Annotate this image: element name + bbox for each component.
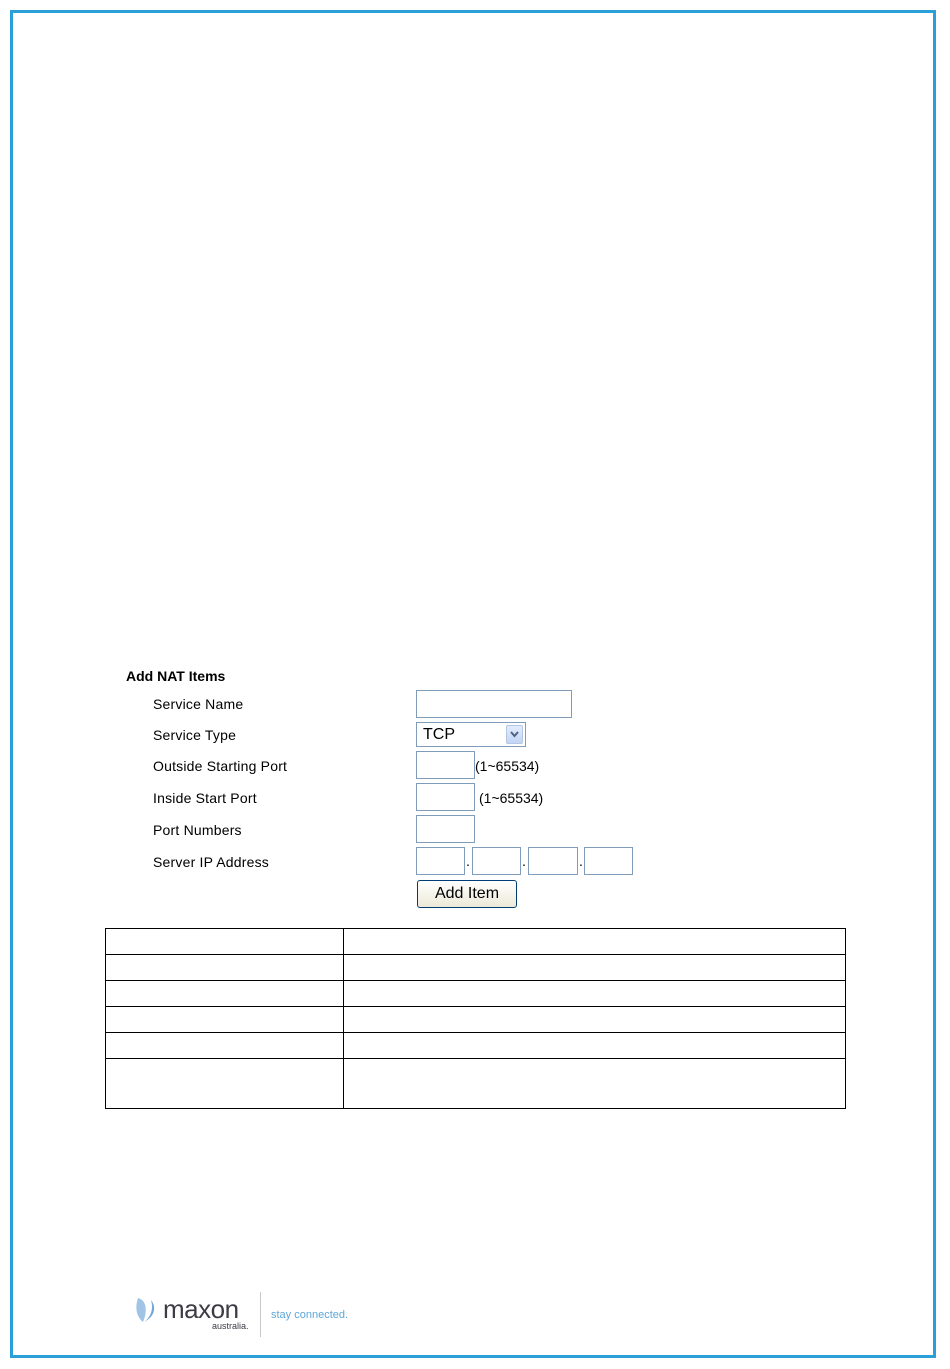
- ip-separator: .: [579, 853, 583, 869]
- outside-port-label: Outside Starting Port: [153, 758, 288, 774]
- outside-port-input[interactable]: [416, 751, 475, 779]
- table-row: [106, 1059, 846, 1109]
- chevron-down-icon[interactable]: [506, 725, 523, 744]
- brand-name: maxon: [163, 1294, 239, 1324]
- table-cell: [344, 1033, 846, 1059]
- port-numbers-label: Port Numbers: [153, 822, 242, 838]
- table-cell: [344, 1007, 846, 1033]
- server-ip-octet-4[interactable]: [584, 847, 633, 875]
- table-row: [106, 955, 846, 981]
- table-cell: [344, 929, 846, 955]
- service-type-value: TCP: [423, 726, 455, 743]
- table-cell: [344, 1059, 846, 1109]
- inside-port-label: Inside Start Port: [153, 790, 257, 806]
- port-numbers-input[interactable]: [416, 815, 475, 843]
- maxon-logo-icon: [132, 1296, 160, 1324]
- table-row: [106, 1007, 846, 1033]
- brand-tagline: stay connected.: [271, 1309, 349, 1321]
- inside-port-hint: (1~65534): [479, 790, 544, 806]
- brand-subtitle: australia.: [212, 1321, 249, 1331]
- server-ip-octet-3[interactable]: [528, 847, 578, 875]
- table-cell: [106, 1059, 344, 1109]
- table-row: [106, 929, 846, 955]
- description-table: [105, 928, 846, 1109]
- table-row: [106, 981, 846, 1007]
- form-title: Add NAT Items: [126, 668, 226, 684]
- service-name-input[interactable]: [416, 690, 572, 718]
- inside-port-input[interactable]: [416, 783, 475, 811]
- table-cell: [106, 955, 344, 981]
- ip-separator: .: [466, 853, 470, 869]
- service-name-label: Service Name: [153, 696, 244, 712]
- footer-divider: [260, 1292, 261, 1337]
- page-border: [10, 10, 936, 1358]
- service-type-select[interactable]: [416, 722, 526, 747]
- service-type-label: Service Type: [153, 727, 237, 743]
- table-row: [106, 1033, 846, 1059]
- add-item-button[interactable]: Add Item: [417, 880, 517, 908]
- server-ip-label: Server IP Address: [153, 854, 269, 870]
- ip-separator: .: [522, 853, 526, 869]
- table-cell: [344, 981, 846, 1007]
- server-ip-octet-2[interactable]: [472, 847, 521, 875]
- table-cell: [106, 1007, 344, 1033]
- server-ip-octet-1[interactable]: [416, 847, 465, 875]
- table-cell: [106, 1033, 344, 1059]
- table-cell: [106, 929, 344, 955]
- table-cell: [106, 981, 344, 1007]
- table-cell: [344, 955, 846, 981]
- outside-port-hint: (1~65534): [475, 758, 540, 774]
